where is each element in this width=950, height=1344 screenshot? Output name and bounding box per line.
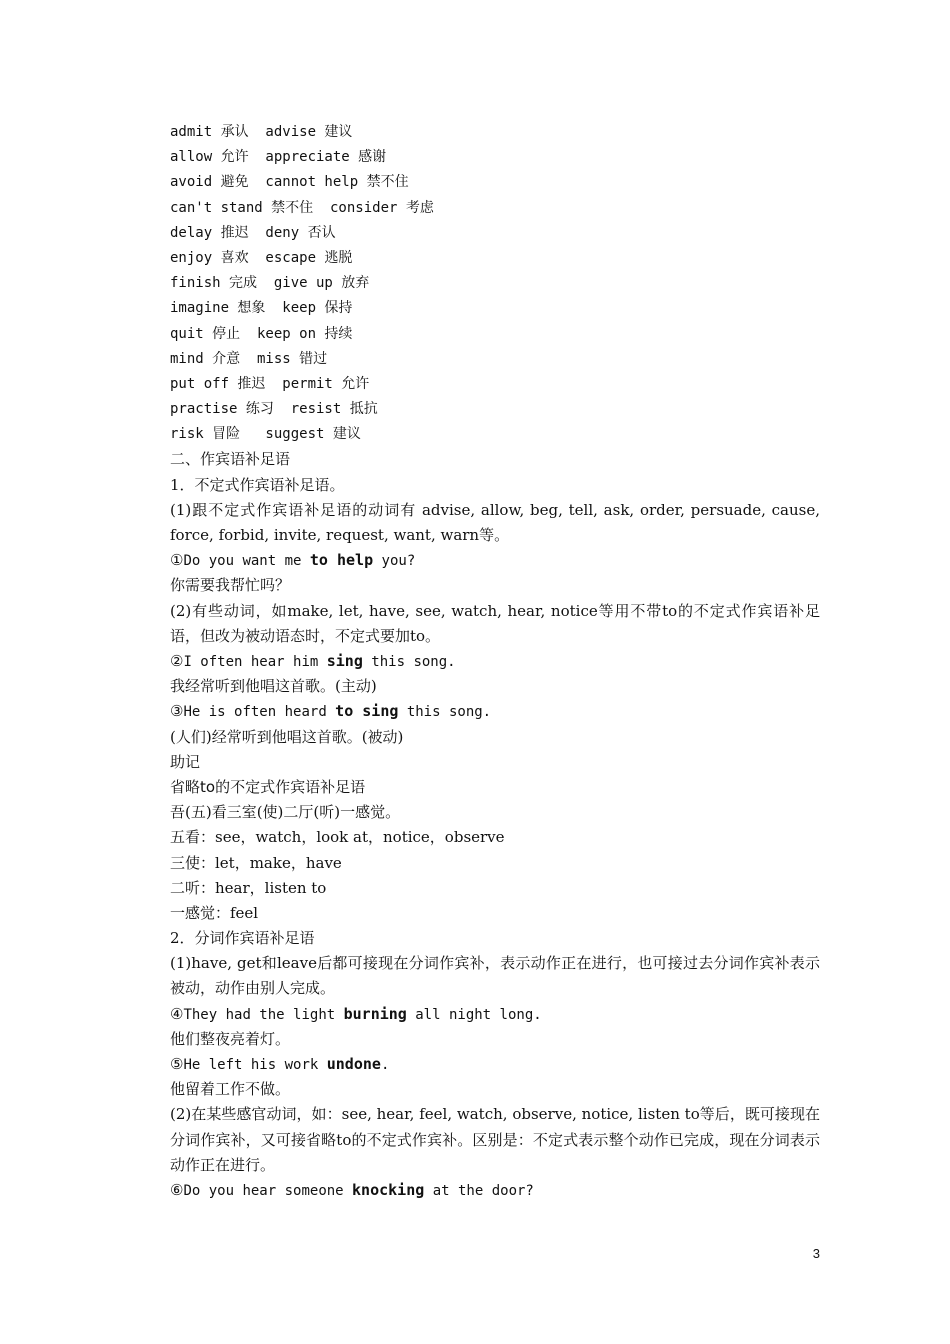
example-sentence (136, 649, 820, 674)
example-sentence (136, 699, 820, 724)
example-translation: 我经常听到他唱这首歌。(主动) (170, 677, 377, 696)
example-number: ③ (170, 702, 184, 721)
example-translation: 他留着工作不做。 (170, 1080, 291, 1099)
gerund-verb-list (136, 120, 820, 447)
example-highlight: to help (309, 551, 374, 570)
paragraph: (2)在某些感官动词，如：see, hear, feel, watch, observe, notice, listen to等后，既可接现在分词作宾补，又可接省略to的不定式作宾补。区别是：不定式表示整个动作已完成，现在分词表示动作正在进行。 (170, 1105, 820, 1174)
paragraph: (1)跟不定式作宾语补足语的动词有 advise, allow, beg, tell, ask, order, persuade, cause, force, forbid, invite, request, want, warn等。 (170, 500, 820, 545)
example-sentence (136, 1178, 820, 1203)
mnemonic-subtitle (136, 775, 820, 800)
verb-list-item: allow 允许 appreciate 感谢 (170, 149, 387, 166)
verb-list-item: put off 推迟 permit 允许 (170, 375, 370, 392)
example-sentence (136, 548, 820, 573)
paragraph: (2)有些动词，如make, let, have, see, watch, hear, notice等用不带to的不定式作宾语补足语，但改为被动语态时，不定式要加to。 (170, 601, 820, 645)
example-highlight: sing (326, 652, 363, 670)
example-highlight: burning (343, 1004, 407, 1023)
mnemonic-item: 五看：see，watch，look at，notice，observe (170, 828, 505, 847)
verb-list-item: admit 承认 advise 建议 (170, 124, 353, 140)
mnemonic-subtitle-text: 省略 (170, 777, 201, 796)
mnemonic-item: 三使：let，make，have (170, 853, 342, 872)
example-number: ④ (170, 1004, 184, 1023)
example-number: ⑤ (170, 1055, 184, 1074)
example-text: He left his work (183, 1057, 327, 1074)
example-number: ① (170, 551, 184, 570)
page-number: 3 (812, 1246, 820, 1261)
verb-list-item: delay 推迟 deny 否认 (170, 224, 336, 241)
example-highlight: knocking (352, 1181, 425, 1200)
verb-list-item: finish 完成 give up 放弃 (170, 275, 370, 292)
verb-list-item: imagine 想象 keep 保持 (170, 300, 353, 317)
example-text: all night long. (406, 1006, 542, 1023)
example-translation: 他们整夜亮着灯。 (170, 1029, 291, 1048)
example-text: They had the light (183, 1006, 344, 1023)
example-number: ② (170, 652, 184, 670)
section-heading: 二、作宾语补足语 (170, 450, 291, 469)
example-text: Do you want me (183, 553, 310, 570)
example-text: at the door? (424, 1183, 534, 1200)
example-text: . (380, 1057, 390, 1074)
mnemonic-item: 一感觉：feel (170, 903, 259, 922)
example-text: this song. (362, 654, 456, 670)
mnemonic-subtitle-highlight: to (200, 777, 216, 796)
mnemonic-item: 二听：hear，listen to (170, 878, 327, 897)
example-translation: 你需要我帮忙吗？ (170, 576, 291, 595)
verb-list-item: mind 介意 miss 错过 (170, 350, 328, 367)
verb-list-item: practise 练习 resist 抵抗 (170, 401, 378, 418)
verb-list-item: can't stand 禁不住 consider 考虑 (170, 199, 434, 216)
example-number: ⑥ (170, 1181, 184, 1200)
example-highlight: undone (326, 1055, 381, 1074)
verb-list-item: avoid 避免 cannot help 禁不住 (170, 174, 409, 191)
example-sentence (136, 1052, 820, 1077)
mnemonic-subtitle-text: 的不定式作宾语补足语 (215, 777, 366, 796)
paragraph: (1)have, get和leave后都可接现在分词作宾补，表示动作正在进行，也可接过去分词作宾补表示被动，动作由别人完成。 (170, 954, 820, 998)
example-highlight: to sing (335, 702, 399, 721)
mnemonic-title: 助记 (170, 752, 201, 771)
verb-list-item: enjoy 喜欢 escape 逃脱 (170, 249, 353, 266)
example-text: He is often heard (183, 704, 336, 721)
example-text: this song. (398, 704, 492, 721)
subsection-heading: 1．不定式作宾语补足语。 (170, 475, 345, 494)
example-text: I often hear him (183, 654, 327, 670)
verb-list-item: quit 停止 keep on 持续 (170, 325, 353, 342)
example-translation: (人们)经常听到他唱这首歌。(被动) (170, 727, 404, 746)
verb-list-item: risk 冒险 suggest 建议 (170, 426, 361, 443)
example-sentence (136, 1002, 820, 1027)
page-content (136, 120, 820, 1203)
subsection-heading: 2．分词作宾语补足语 (170, 929, 315, 948)
mnemonic-rhyme: 吾(五)看三室(使)二厅(听)一感觉。 (170, 803, 401, 822)
example-text: you? (373, 553, 416, 570)
example-text: Do you hear someone (183, 1183, 353, 1200)
